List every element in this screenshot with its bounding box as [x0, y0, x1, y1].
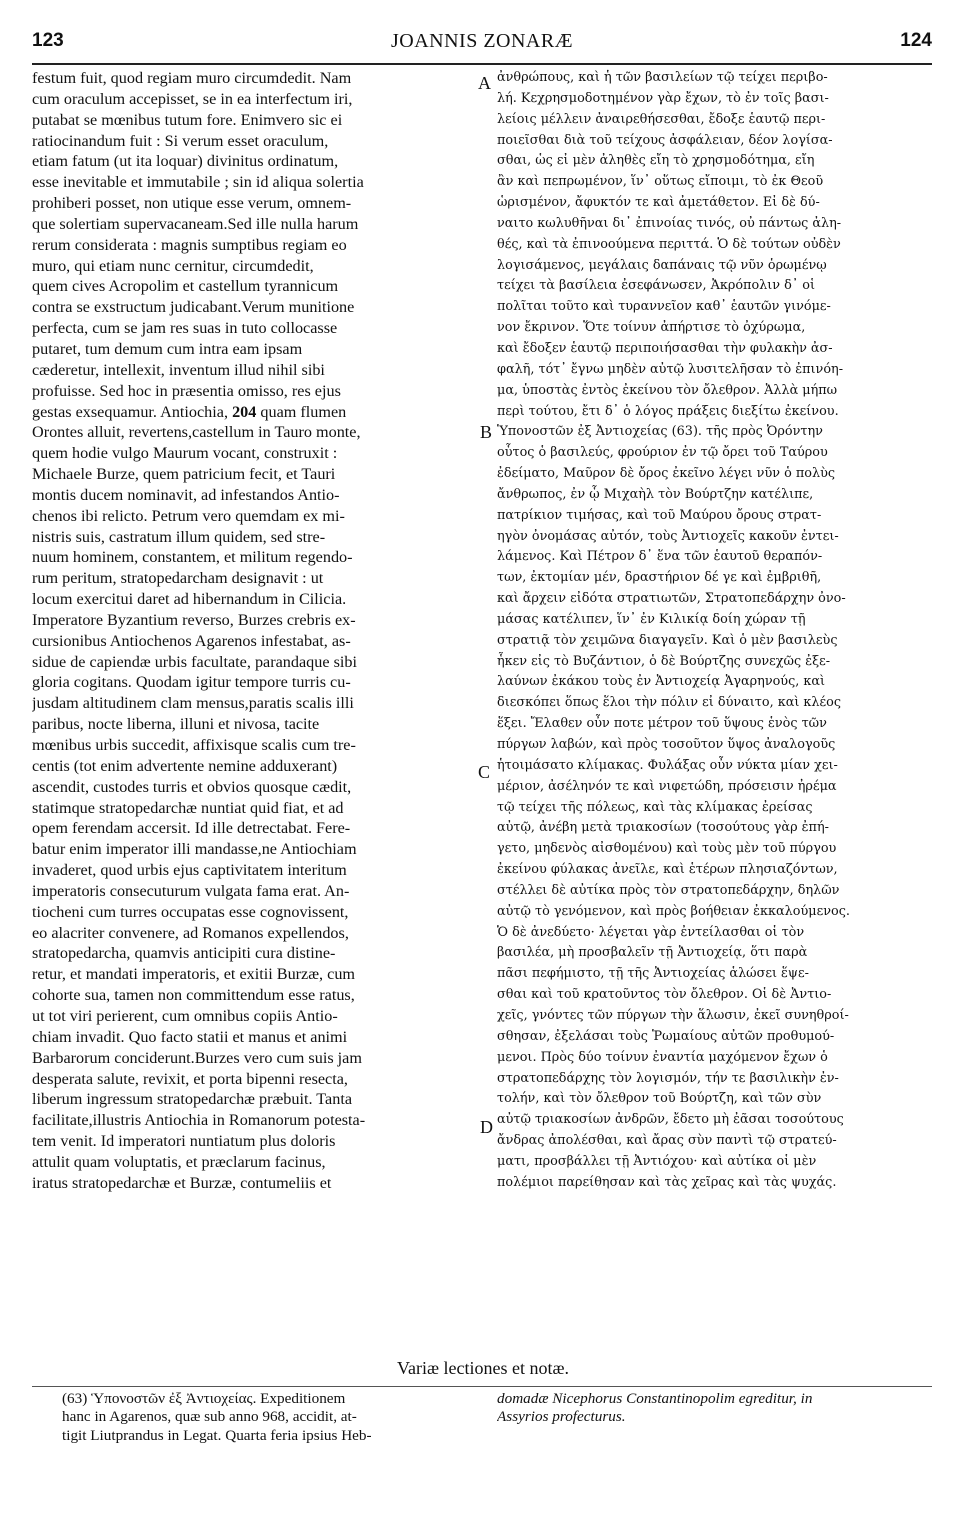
latin-text-line: Orontes alluit, revertens,castellum in Tauro monte,	[32, 423, 361, 442]
latin-text-line: profuisse. Sed hoc in præsentia omisso, res ejus	[32, 381, 341, 400]
greek-text-line: σθαι, ὡς εἰ μὲν ἀληθὲς εἴη τὸ χρησμοδότημα, εἴη	[497, 153, 815, 169]
latin-text-line: paribus, nocte liberna, illuni et nivosa, tacite	[32, 715, 320, 734]
greek-text-line: ἡτοιμάσατο κλίμακας. Φυλάξας οὖν νύκτα μίαν χει-	[497, 757, 838, 773]
note-right-column	[497, 1390, 937, 1427]
margin-marker-d: D	[480, 1117, 493, 1137]
latin-text-line: contra se exstructum judicabant.Verum munitione	[32, 298, 355, 317]
greek-text-line: καὶ ἄρχειν εἰδότα στρατιωτῶν, Στρατοπεδάρχην ὀνο-	[497, 591, 846, 607]
greek-text-line: πολέμιοι παρείθησαν καὶ τὰς χεῖρας καὶ τὰς ψυχάς.	[497, 1174, 837, 1190]
latin-text-line: chenos ibi relicto. Petrum vero quemdam ex mi-	[32, 506, 345, 525]
greek-text-line: σθησαν, ἐξελάσαι τοὺς Ῥωμαίους αὐτῶν προθυμού-	[497, 1028, 835, 1044]
page-number-left: 123	[32, 30, 64, 51]
latin-text-line: gloria cogitans. Quodam igitur tempore turris cu-	[32, 673, 351, 692]
latin-text-line: montis ducem nominavit, ad infestandos Antio-	[32, 485, 340, 504]
latin-text-line: imperatoris consecuturum vulgata fama erat. An-	[32, 881, 350, 900]
greek-text-line: ἂν καὶ πεπρωμένον, ἵν᾽ οὕτως εἴποιμι, τὸ ἐκ Θεοῦ	[497, 174, 824, 190]
greek-text-line: βασιλέα, μὴ προσβαλεῖν τῇ Ἀντιοχείᾳ, ὅτι παρὰ	[497, 945, 808, 961]
latin-text-line: attulit quam voluptatis, et præclarum facinus,	[32, 1152, 326, 1171]
latin-text-line: gestas exsequamur. Antiochia, 204 quam flumen	[32, 402, 347, 421]
greek-text-line: ὡρισμένον, ἄφυκτόν τε καὶ ἀμετάθετον. Εἰ δὲ δύ-	[497, 195, 820, 211]
latin-text-line: facilitate,illustris Antiochia in Romanorum potesta-	[32, 1111, 366, 1130]
latin-text-line: quem cives Acropolim et castellum tyrannicum	[32, 277, 339, 296]
greek-text-line: μάσας κατέλιπεν, ἵν᾽ ἐν Κιλικίᾳ δοίη χώραν τῇ	[497, 611, 806, 627]
note-line: Assyrios profecturus.	[497, 1408, 626, 1426]
greek-text-line: λάμενος. Καὶ Πέτρον δ᾽ ἕνα τῶν ἑαυτοῦ θεραπόν-	[497, 549, 823, 565]
latin-text-line: mœnibus urbis succedit, affixisque scalis cum tre-	[32, 736, 356, 754]
latin-text-line: tem venit. Id imperatori nuntiatum plus doloris	[32, 1132, 336, 1151]
greek-text-line: τῷ τείχει τῆς πόλεως, καὶ τὰς κλίμακας ἐρείσας	[497, 799, 813, 815]
greek-text-line: πᾶσι πεφήμιστο, τῇ τῆς Ἀντιοχείας ἁλώσει ἕψε-	[497, 966, 809, 982]
greek-text-line: στέλλει δὲ αὐτίκα πρὸς τὸν στρατοπεδάρχην, δηλῶν	[497, 882, 840, 898]
greek-text-line: καὶ ἔδοξεν ἑαυτῷ περιποιήσασθαι τὴν φυλακὴν ἀσ-	[497, 340, 833, 356]
latin-text-line: statimque stratopedarchæ nuntiat quid fiat, et ad	[32, 798, 344, 817]
latin-column	[32, 68, 472, 1194]
latin-text-line: nistris suis, castratum illum quidem, sed stre-	[32, 527, 326, 546]
margin-marker-b: B	[480, 422, 493, 442]
latin-text-line: quem hodie vulgo Maurum vocant, construxit :	[32, 444, 338, 463]
latin-text-line: perfecta, cum se jam res suas in tuto collocasse	[32, 319, 338, 338]
greek-text-line: αὐτῷ τὸ γενόμενον, καὶ πρὸς βοήθειαν ἐκκαλούμενος.	[497, 903, 850, 919]
greek-text-line: λείοις μέλλειν ἀναιρεθήσεσθαι, ἔδοξε ἑαυτῷ περι-	[497, 111, 826, 127]
latin-text-line: jusdam altitudinem clam mensus,paratis scalis illi	[32, 694, 354, 713]
latin-text-line: nuum hominem, constantem, et militum regendo-	[32, 548, 353, 567]
latin-text-line: retur, et mandati imperatoris, et exitii Burzæ, cum	[32, 965, 356, 984]
latin-text-line: cæderetur, intellexit, inventum illud nihil sibi	[32, 360, 325, 379]
latin-text-line: chiam invadit. Quo facto statii et manus et animi	[32, 1027, 348, 1046]
notes-title: Variæ lectiones et notæ.	[397, 1358, 569, 1378]
note-line: hanc in Agarenos, quæ sub anno 968, accidit, at-	[62, 1408, 357, 1426]
page-number-right: 124	[900, 30, 932, 51]
greek-text-line: αὐτῷ τριακοσίων ἀνδρῶν, ἔδετο μὴ ἐᾶσαι τοσούτους	[497, 1112, 844, 1128]
latin-text-line: opem ferendam accersit. Id ille detrectabat. Fere-	[32, 819, 351, 838]
greek-text-line: διεσκόπει ὅπως ἕλοι τὴν πόλιν εἰ δύναιτο, καὶ κλέος	[497, 695, 842, 711]
latin-text-line: liberum ingressum stratopedarchæ præbuit. Tanta	[32, 1090, 353, 1109]
latin-text-line: tiocheni cum turres occupatas esse cognovissent,	[32, 902, 349, 921]
greek-text-line: λογισάμενος, μεγάλαις δαπάναις τῷ νῦν ὁρωμένῳ	[497, 257, 827, 273]
greek-text-line: ματι, προσβάλλει τῇ Ἀντιόχου· καὶ αὐτίκα οἱ μὲν	[497, 1153, 817, 1169]
greek-text-line: φαλῆ, τότ᾽ ἔγνω μηδὲν αὐτῷ λυσιτελῆσαν τὸ ἐπινόη-	[497, 361, 844, 377]
margin-marker-a: A	[478, 73, 491, 93]
latin-text-line: centis (tot enim advertente nemine adduxerant)	[32, 756, 338, 775]
latin-text-line: iratus stratopedarchæ et Burzæ, contumeliis et	[32, 1173, 332, 1192]
latin-text-line: cum oraculum accepisset, se in ea interfectum iri,	[32, 89, 353, 108]
latin-text-line: locum exercitui daret ad hibernandum in Cilicia.	[32, 590, 347, 609]
greek-text-line: ἐδείματο, Μαῦρον δὲ ὄρος ἐκεῖνο λέγει νῦν ὁ πολὺς	[497, 466, 836, 482]
greek-text-line: λή. Κεχρησμοδοτημένον γὰρ ἔχων, τὸ ἐν τοῖς βασι-	[497, 90, 829, 106]
greek-text-line: πύργων λαβών, καὶ πρὸς τοσοῦτον ὕψος ἀναλογοῦς	[497, 737, 836, 752]
latin-text-line: eo alacriter convenere, ad Romanos expellendos,	[32, 923, 349, 942]
greek-text-line: ἧκεν εἰς τὸ Βυζάντιον, ὁ δὲ Βούρτζης συνεχῶς ἐξε-	[497, 653, 831, 669]
latin-text-line: stratopedarcha, quamvis anticipiti cura distine-	[32, 944, 336, 963]
greek-text-line: ναιτο κωλυθῆναι δι᾽ ἐπινοίας τινός, οὐ πάντως ἀλη-	[497, 215, 842, 231]
latin-text-line: batur enim imperator illi mandasse,ne Antiochiam	[32, 840, 357, 859]
header-rule	[32, 63, 932, 65]
greek-text-line: γετο, μηδενὸς αἰσθομένου) καὶ τοὺς μὲν τοῦ πύργου	[497, 841, 837, 857]
greek-text-line: στρατοπεδάρχης τὸν λογισμόν, τήν τε βασιλικὴν ἐν-	[497, 1070, 839, 1086]
greek-text-line: λαύνων ἐκάκου τοὺς ἐν Ἀντιοχείᾳ Ἀγαρηνούς, καὶ	[497, 674, 826, 690]
latin-text-line: Michaele Burze, quem patricium fecit, et Tauri	[32, 465, 336, 484]
latin-text-line: etiam fatum (ut ita loquar) divinitus ordinatum,	[32, 152, 339, 171]
latin-text-line: muro, qui etiam nunc cernitur, circumdedit,	[32, 256, 314, 275]
latin-text-line: ut tot viri perierent, cum omnibus copiis Antio-	[32, 1006, 338, 1025]
greek-column	[497, 68, 937, 1194]
latin-text-line: festum fuit, quod regiam muro circumdedit. Nam	[32, 69, 352, 87]
greek-text-line: οὗτος ὁ βασιλεύς, φρούριον ἐν τῷ ὄρει τοῦ Ταύρου	[497, 445, 828, 461]
greek-text-line: χεῖς, γνόντες τῶν πύργων τὴν ἅλωσιν, ἐκεῖ συνηθροί-	[497, 1007, 849, 1023]
greek-text-line: θές, καὶ τὰ ἐπινοούμενα περιττά. Ὁ δὲ τούτων οὐδὲν	[497, 236, 841, 252]
note-left-column	[62, 1390, 482, 1445]
greek-text-line: Ὁ δὲ ἀνεδύετο· λέγεται γὰρ ἐντείλασθαι οἱ τὸν	[497, 924, 805, 940]
latin-text-line: prohiberi posset, non utique esse verum, omnem-	[32, 194, 352, 213]
latin-text-line: cursionibus Antiochenos Agarenos infestabat, as-	[32, 631, 351, 650]
greek-text-line: μενοι. Πρὸς δύο τοίνυν ἐναντία μαχόμενον ἔχων ὁ	[497, 1049, 828, 1065]
greek-text-line: ἐκείνου φύλακας ἀνεῖλε, καὶ ἑτέρων πλησιαζόντων,	[497, 862, 838, 878]
latin-text-line: rerum considerata : magnis sumptibus regiam eo	[32, 235, 347, 254]
greek-text-line: πολῖται τοῦτο καὶ τυραννεῖον καθ᾽ ἑαυτῶν γινόμε-	[497, 299, 831, 315]
greek-text-line: μέριον, ἀσέληνόν τε καὶ νιφετώδη, πρόσεισιν ἠρέμα	[497, 778, 837, 794]
greek-text-line: ἕξει. Ἔλαθεν οὖν ποτε μέτρον τοῦ ὕψους ἑνὸς τῶν	[497, 716, 827, 732]
greek-text-line: ηγὸν ὀνομάσας αὐτόν, τοὺς Ἀντιοχεῖς κακοῦν ἐντει-	[497, 528, 839, 544]
margin-marker-c: C	[478, 762, 491, 782]
greek-text-line: ἀνθρώπους, καὶ ἡ τῶν βασιλείων τῷ τείχει περιβο-	[497, 70, 828, 85]
greek-text-line: πατρίκιον τιμήσας, καὶ τοῦ Μαύρου ὄρους στρατ-	[497, 507, 822, 523]
running-title: JOANNIS ZONARÆ	[390, 30, 573, 52]
note-line: domadæ Nicephorus Constantinopolim egreditur, in	[497, 1390, 813, 1407]
latin-text-line: Imperatore Byzantium reverso, Burzes crebris ex-	[32, 610, 356, 629]
note-line: tigit Liutprandus in Legat. Quarta feria ipsius Heb-	[62, 1426, 372, 1444]
greek-text-line: τολήν, καὶ τὸν ὄλεθρον τοῦ Βούρτζη, καὶ τῶν σὺν	[497, 1091, 822, 1107]
latin-text-line: esse inevitable et immutabile ; sin id aliqua solertia	[32, 173, 364, 192]
greek-text-line: ἄνδρας ἀπολέσθαι, καὶ ἄρας σὺν παντὶ τῷ στρατεύ-	[497, 1133, 837, 1149]
latin-text-line: desperata salute, revixit, et porta bipenni resecta,	[32, 1069, 348, 1088]
greek-text-line: στρατιᾷ τὸν χειμῶνα διαγαγεῖν. Καὶ ὁ μὲν βασιλεὺς	[497, 632, 838, 648]
greek-text-line: των, ἐκτομίαν μέν, δραστήριον δέ γε καὶ ἐμβριθῆ,	[497, 570, 822, 586]
latin-text-line: que solertiam supervacaneam.Sed ille nulla harum	[32, 214, 359, 233]
latin-text-line: putabat se mœnibus tutum fore. Enimvero sic ei	[32, 110, 343, 129]
latin-text-line: rum peritum, stratopedarcham designavit : ut	[32, 569, 324, 588]
latin-text-line: sidue de capiendæ urbis facultate, parandaque sibi	[32, 652, 357, 671]
greek-text-line: ἄνθρωπος, ἐν ᾧ Μιχαὴλ τὸν Βούρτζην κατέλιπε,	[497, 486, 814, 502]
greek-text-line: ποιεῖσθαι διὰ τοῦ τείχους ἀσφάλειαν, δέον λογίσα-	[497, 132, 833, 148]
running-header	[32, 30, 932, 60]
note-line: (63) Ὑπονοστῶν ἐξ Ἀντιοχείας. Expeditionem	[62, 1390, 346, 1407]
greek-text-line: τείχει τὰ βασίλεια ἐσεφάνωσεν, Ἀκρόπολιν δ᾽ οἱ	[497, 278, 816, 294]
greek-text-line: μα, ὑποστὰς ἐντὸς ἐκείνου τὸν ὄλεθρον. Ἀλλὰ μήπω	[497, 382, 838, 398]
latin-text-line: ascendit, custodes turris et obvios quosque cædit,	[32, 777, 352, 796]
greek-text-line: περὶ τούτου, ἔτι δ᾽ ὁ λόγος πράξεις διεξίτω ἐκείνου.	[497, 403, 839, 419]
latin-text-line: invaderet, quod urbis ejus captivitatem interitum	[32, 861, 347, 880]
latin-text-line: ratiocinandum fuit : Si verum esset oraculum,	[32, 131, 329, 150]
latin-text-line: cohorte sua, tamen non committendum esse ratus,	[32, 986, 355, 1005]
notes-rule	[32, 1386, 932, 1387]
greek-text-line: σθαι καὶ τοῦ κρατοῦντος τὸν ὄλεθρον. Οἱ δὲ Ἀντιο-	[497, 987, 832, 1003]
folio-number: 204	[232, 402, 257, 421]
greek-text-line: Ὑπονοστῶν ἐξ Ἀντιοχείας (63). τῆς πρὸς Ὀρόντην	[497, 424, 823, 440]
latin-text-line: putaret, tum demum cum intra eam ipsam	[32, 339, 303, 358]
latin-text-line: Barbarorum conciderunt.Burzes vero cum suis jam	[32, 1048, 362, 1067]
greek-text-line: αὐτῷ, ἀνέβη μετὰ τριακοσίων (τοσούτους γὰρ ἐπή-	[497, 820, 829, 836]
greek-text-line: νον ἔκρινον. Ὅτε τοίνυν ἀπήρτισε τὸ ὀχύρωμα,	[497, 320, 806, 336]
